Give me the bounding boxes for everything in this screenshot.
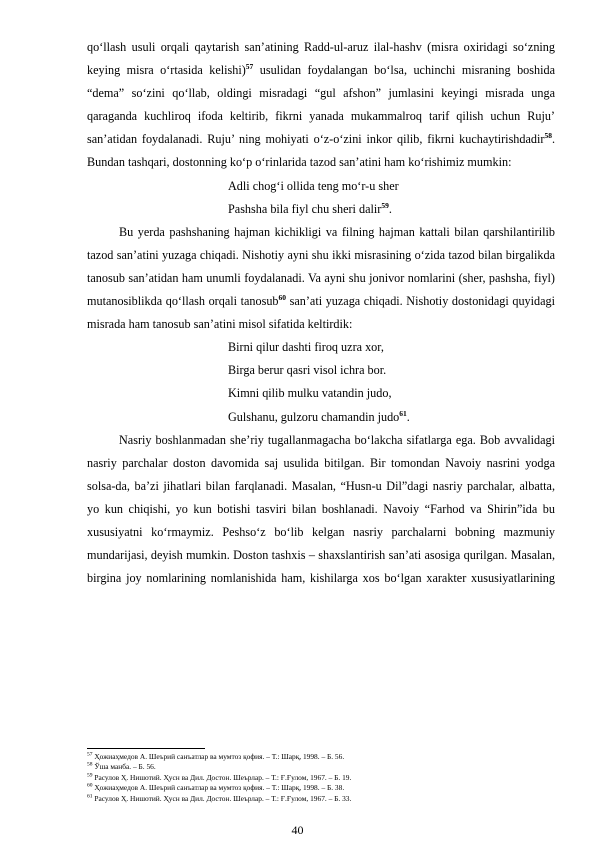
footnote-ref-59[interactable]: 59 <box>381 200 389 210</box>
verse-text: Gulshanu, gulzoru chamandin judo <box>228 409 400 424</box>
page-number: 40 <box>291 823 304 837</box>
verse-text: Kimni qilib mulku vatandin judo, <box>228 386 392 401</box>
footnote-separator <box>87 748 205 749</box>
footnote-text: Расулов Ҳ. Нишотий. Ҳусн ва Дил. Достон. Шеърлар. – Т.: Ғ.Ғулом, 1967. – Б. 33. <box>92 793 352 803</box>
footnote <box>87 762 555 772</box>
verse-text: Birni qilur dashti firoq uzra xor, <box>228 340 384 355</box>
verse-line <box>87 359 555 382</box>
footnote-text: Ҳожиаҳмедов А. Шеърий санъатлар ва мумтоз қофия. – Т.: Шарқ, 1998. – Б. 38. <box>92 783 345 793</box>
footnote-ref-60[interactable]: 60 <box>278 292 287 302</box>
footnotes <box>87 748 555 804</box>
verse-line: Gulshanu, gulzoru chamandin judo$^{61}$. <box>228 408 410 424</box>
footnote-number: 61 <box>87 793 93 800</box>
footnote <box>87 752 555 762</box>
paragraph-1-text-b: usulidan foydalangan bo‘lsa, uchinchi misraning boshida “dema” so‘zini qo‘llab, oldingi misradagi “gul afshon” jumlasini keyingi misrada unga qaraganda kuchliroq ifoda keltirib, fikrni yanada mukammalroq tarif qilish uchun Ruju’ san’atidan foydalanadi. Ruju’ ning mohiyati o‘z-o‘zini inkor qilib, fikrni kuchaytirishdadir <box>87 63 555 147</box>
paragraph-3-text: Nasriy boshlanmadan she’riy tugallanmagacha bo‘lakcha sifatlarga ega. Bob avvalidagi nasriy parchalar doston davomida saj usulida bitilgan. Bir tomondan Navoiy nasrini yodga solsa-da, ba’zi jihatlari bilan farqlanadi. Masalan, “Husn-u Dil”dagi nasriy parchalar, albatta, yo kun chiqishi, yo kun botishi tasviri bilan boshlanadi. Navoiy “Farhod va Shirin”ida bu xususiyatni ko‘rmaymiz. Peshso‘z bo‘lib kelgan nasriy parchalarni bobning mazmuniy mundarijasi, deyish mumkin. Doston tashxis – shaxslantirish san’ati asosiga qurilgan. Masalan, birgina joy nomlarining nomlanishida ham, kishilarga xos bo‘lgan xarakter xususiyatlarining <box>87 432 555 586</box>
verse-line <box>87 175 555 198</box>
footnote-ref-57[interactable]: 57 <box>245 62 254 72</box>
footnote-number: 58 <box>87 761 93 768</box>
paragraph-1-text-c: . Bundan tashqari, dostonning ko‘p o‘rinlarida tazod san’atini ham ko‘rishimiz mumkin: <box>87 132 555 170</box>
paragraph-3 <box>87 429 555 591</box>
footnote-text: Расулов Ҳ. Нишотий. Ҳусн ва Дил. Достон. Шеърлар. – Т.: Ғ.Ғулом, 1967. – Б. 19. <box>92 772 352 782</box>
footnote-text: Ўша манба. – Б. 56. <box>92 762 156 772</box>
verse-text: Pashsha bila fiyl chu sheri dalir <box>228 201 382 216</box>
footnote-number: 57 <box>87 751 93 758</box>
footnote-number: 60 <box>87 782 93 789</box>
paragraph-1-text-a: qo‘llash usuli orqali qaytarish san’atining Radd-ul-aruz ilal-hashv (misra oxiridagi so‘zning keying misra o‘rtasida kelishi) <box>87 40 555 78</box>
paragraph-2-text-b: san’ati yuzaga chiqadi. Nishotiy dostonidagi quyidagi misrada ham tanosub san’atini misol sifatida keltirdik: <box>87 294 555 332</box>
footnote-ref-61[interactable]: 61 <box>399 408 407 418</box>
verse-line <box>87 336 555 359</box>
page-body <box>87 36 555 590</box>
footnote <box>87 794 555 804</box>
footnote <box>87 783 555 793</box>
footnote-number: 59 <box>87 772 93 779</box>
paragraph-2-text-a: Bu yerda pashshaning hajman kichikligi va filning hajman kattali bilan qarshilantirilib tazod san’atini yuzaga chiqadi. Nishotiy ayni shu ikki misrasining o‘zida tazod bilan birgalikda tanosub san’atidan ham unumli foydalanadi. Va ayni shu jonivor nomlarini (sher, pashsha, fiyl) mutanosiblikda qo‘llash orqali tanosub <box>87 224 555 309</box>
paragraph-2 <box>87 221 555 336</box>
verse-text: Birga berur qasri visol ichra bor. <box>228 363 387 378</box>
paragraph-1 <box>87 36 555 175</box>
verse-line: Pashsha bila fiyl chu sheri dalir$^{59}$. <box>228 200 392 216</box>
verse-text: Adli chog‘i ollida teng mo‘r-u sher <box>228 178 399 193</box>
footnote <box>87 773 555 783</box>
footnote-ref-58[interactable]: 58 <box>544 131 552 141</box>
verse-line <box>87 382 555 405</box>
footnote-text: Ҳожиаҳмедов А. Шеърий санъатлар ва мумтоз қофия. – Т.: Шарқ, 1998. – Б. 56. <box>92 752 345 761</box>
